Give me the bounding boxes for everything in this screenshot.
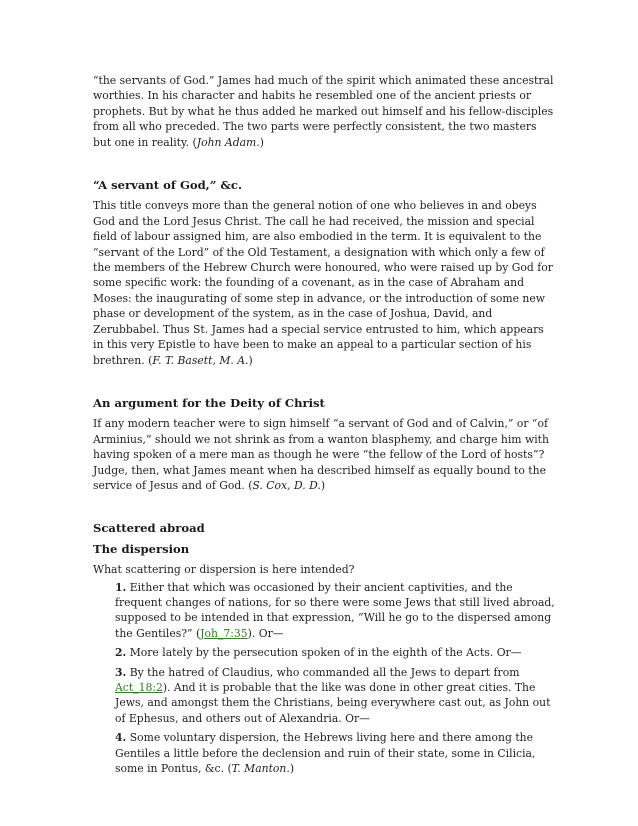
item-text: Some voluntary dispersion, the Hebrews living here and there among the Gentiles a little before the declension and ruin of their state, some in Cilicia, some in Pontus, &c. (	[115, 731, 536, 776]
item-text: More lately by the persecution spoken of in the eighth of the Acts. Or—	[126, 646, 522, 660]
item-text: ). And it is probable that the like was done in other great cities. The Jews, and amongst them the Christians, being everywhere cast out, as John out of Ephesus, and others out of Alexandria. Or—	[115, 681, 551, 725]
paragraph-text: )	[259, 135, 264, 149]
dispersion-list	[115, 580, 555, 777]
paragraph-james-servants	[93, 73, 555, 150]
item-text: By the hatred of Claudius, who commanded all the Jews to depart from	[126, 665, 520, 679]
item-text: )	[289, 762, 295, 776]
item-number: 3.	[115, 665, 127, 679]
section-heading-deity-of-christ: An argument for the Deity of Christ	[93, 395, 325, 410]
spacer	[93, 493, 555, 521]
author-citation: F. T. Basett, M. A.	[152, 353, 249, 367]
spacer	[93, 150, 555, 178]
paragraph-text: “the servants of God.” James had much of the spirit which animated these ancestral worthies. In his character and habits he resembled one of the ancient priests or prophets. But by what he thus added he marked out himself and his fellow-disciples from all who preceded. The two parts were perfectly consistent, the two masters but one in reality. (	[93, 74, 554, 149]
paragraph-text: This title conveys more than the general notion of one who believes in and obeys God and the Lord Jesus Christ. The call he had received, the mission and special field of labour assigned him, are also embodied in the term. It is equivalent to the “servant of the Lord” of the Old Testament, a designation with which only a few of the members of the Hebrew Church were honoured, who were raised up by God for some specific work: the founding of a covenant, as in the case of Abraham and Moses: the inaugurating of some step in advance, or the introduction of some new phase or development of the system, as in the case of Joshua, David, and Zerubbabel. Thus St. James had a special service entrusted to him, which appears in this very Epistle to have been to make an appeal to a particular section of his brethren. (	[93, 199, 553, 367]
item-text: Either that which was occasioned by their ancient captivities, and the frequent changes of nations, for so there were some Jews that still lived abroad, supposed to be intended in that expression, “Will he go to the dispersed among the Gentiles?” (	[115, 580, 555, 640]
section-heading-servant-of-god: “A servant of God,” &c.	[93, 178, 242, 193]
subheading-dispersion: The dispersion	[93, 541, 190, 556]
author-citation: S. Cox, D. D.	[252, 478, 321, 492]
paragraph-text: )	[320, 478, 326, 492]
item-number: 2.	[115, 646, 127, 660]
document-page	[93, 73, 555, 780]
scripture-link-act-18-2[interactable]: Act_18:2	[115, 681, 163, 694]
author-citation: T. Manton.	[231, 762, 290, 776]
dispersion-intro: What scattering or dispersion is here intended?	[93, 563, 355, 577]
section-heading-scattered-abroad: Scattered abroad	[93, 521, 205, 536]
list-item	[115, 730, 555, 776]
item-number: 4.	[115, 731, 127, 745]
spacer	[93, 368, 555, 396]
paragraph-text: )	[248, 353, 253, 367]
list-item	[115, 580, 555, 642]
list-item	[115, 645, 555, 660]
scripture-link-joh-7-35[interactable]: Joh_7:35	[200, 626, 248, 640]
paragraph-text: If any modern teacher were to sign himself “a servant of God and of Calvin,” or “of Arminius,” should we not shrink as from a wanton blasphemy, and charge him with having spoken of a mere man as though he were “the fellow of the Lord of hosts”? Judge, then, what James meant when ha described himself as equally bound to the service of Jesus and of God. (	[93, 417, 549, 492]
paragraph-servant-of-god	[93, 198, 555, 367]
item-text: ). Or—	[247, 626, 284, 640]
author-citation: John Adam.	[196, 135, 260, 149]
list-item	[115, 665, 555, 727]
item-number: 1.	[115, 580, 127, 594]
paragraph-deity-of-christ	[93, 416, 555, 493]
